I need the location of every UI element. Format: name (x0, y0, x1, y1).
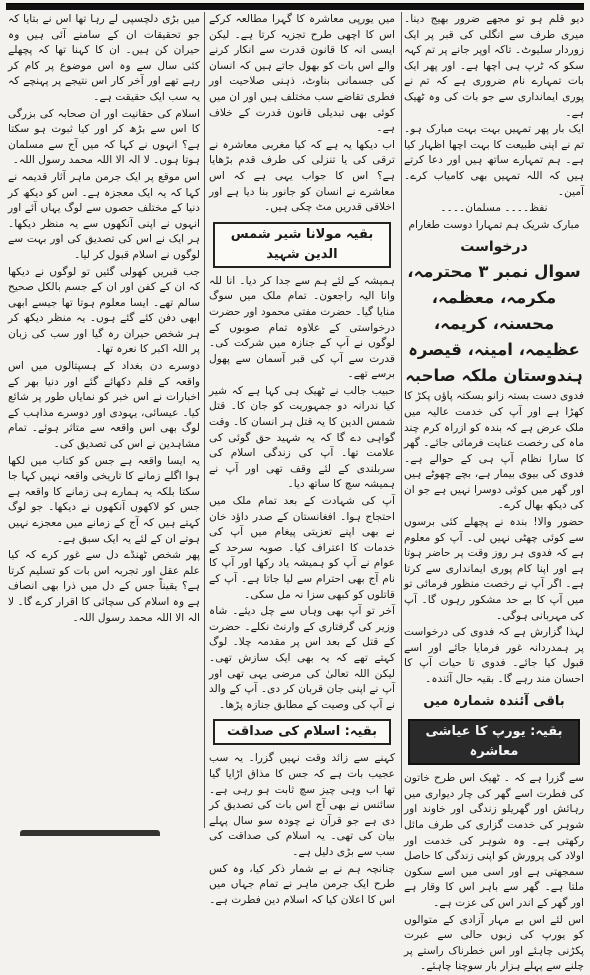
section-box-heading: بقیہ مولانا شیر شمس الدین شہید (213, 222, 391, 268)
request-subject: سوال نمبر ۳ محترمہ، مکرمہ، معظمہ، محسنہ، کریمہ، عظیمہ، امینہ، قیصرہ ہندوستان ملکہ صاحبہ (405, 262, 583, 386)
paragraph: اس لئے اس بے مہار آزادی کے متوالوں کو یورپ کی زبوں حالی سے عبرت پکڑنی چاہئے اور اس خطرناک راستے پر چلنے سے پہلے ہزار بار سوچنا چاہئے۔ (404, 913, 584, 973)
paragraph: لہذا گزارش ہے کہ فدوی کی درخواست پر ہمدردانہ غور فرمایا جائے اور اسے قبول کیا جائے۔ فدوی تا حیات آپ کا احسان مند رہے گا۔ بقیہ حال آئندہ۔ (404, 626, 584, 685)
byline: مبارک شریک ہم تمہارا دوست طغارام (408, 218, 580, 231)
paragraph: میں یورپی معاشرہ کا گہرا مطالعہ کرکے اس کا اچھی طرح تجزیہ کرتا ہے۔ لیکن ایسی انہ کا قانون قدرت سے انکار کرنے والے اس بات کو بھول جاتے ہیں کہ انسان کی جسمانی بناوٹ، ذہنی صلاحیت اور فطری تقاضے سب مختلف ہیں اور ان میں کوئی بھی تبدیلی قانون قدرت کے خلاف ہے۔ (209, 13, 395, 135)
paragraph: یہ ایسا واقعہ ہے جس کو کتاب میں لکھا ہوا اگلے زمانے کا تاریخی واقعہ نہیں کہا جا سکتا بلکہ یہ ہمارے ہی زمانے کا واقعہ ہے جس کو لاکھوں آنکھوں نے دیکھا۔ جو لوگ کہتے ہیں کہ آج کے زمانے میں معجزے نہیں ہوتے ان کے لئے یہ ایک سبق ہے۔ (8, 454, 200, 545)
right-column (404, 12, 584, 973)
request-heading: درخواست (460, 239, 528, 256)
paragraph: ایک بار پھر تمہیں بہت بہت مبارک ہو۔ تم نے اپنی طبیعت کا بہت اچھا اظہار کیا ہے۔ ہم تمہارے ساتھ ہیں اور دعا کرتے ہیں کہ اللہ تمہیں بھی کامیاب کرے۔ آمین۔ (404, 123, 584, 198)
paragraph: حبیب جالب نے ٹھیک ہی کہا ہے کہ شیر کیا ندرانہ دو جمہوریت کو جان کا۔ قتل شمس الدین کا یہ قتل ہر انسان کا۔ وقت گواہی دے گا کہ یہ شہید حق گوئی کی علامت تھا۔ آپ کی زندگی اسلام کی سربلندی کے لئے وقف تھی اور آپ نے ہمیشہ سچ کا ساتھ دیا۔ (209, 384, 395, 491)
bottom-rule (20, 830, 160, 836)
continued-note: باقی آئندہ شمارہ میں (423, 693, 565, 709)
paragraph: میں بڑی دلچسپی لے رہا تھا اس نے بتایا کہ جو تحقیقات ان کے سامنے آئی ہیں وہ حیران کن ہیں۔ ان کا کہنا تھا کہ پچھلے کئی سال سے وہ اس موضوع پر کام کر رہے تھے اور آخر کار اس نتیجے پر پہنچے کہ یہ سب ایک حقیقت ہے۔ (8, 13, 200, 103)
paragraph: اب دیکھا یہ ہے کہ کیا مغربی معاشرہ نے ترقی کی یا تنزلی کی طرف قدم بڑھایا ہے؟ اس کا جواب یہی ہے کہ اس معاشرے نے انسان کو جانور بنا دیا ہے اور اخلاقی قدریں مٹ چکی ہیں۔ (209, 138, 395, 214)
column-divider (401, 12, 402, 828)
top-rule (6, 3, 584, 10)
section-box-heading: بقیہ: یورپ کا عیاشی معاشرہ (408, 719, 580, 765)
paragraph: اسلام کی حقانیت اور ان صحابہ کی بزرگی کا اس سے بڑھ کر اور کیا ثبوت ہو سکتا ہے؟ انہوں نے کہا کہ میں آج سے مسلمان ہوتا ہوں۔ لا الہ الا اللہ محمد رسول اللہ۔ (8, 107, 200, 167)
paragraph: سے گزرا ہے کہ ۔ ٹھیک اس طرح خاتون کی فطرت اسے گھر کی چار دیواری میں رہائش اور گھریلو زندگی اور خاوند اور شوہر کی خدمت گزاری کی طرف مائل رکھتی ہے۔ وہ شوہر کی خدمت اور اولاد کی پرورش کو اپنی زندگی کا حاصل سمجھتی ہے اور اسی میں اسے سکون ملتا ہے۔ گھر سے باہر اس کا وقار ہے اور گھر کے اندر اس کی عزت ہے۔ (404, 772, 584, 909)
paragraph: کہنے سے زائد وقت نہیں گزرا۔ یہ سب عجیب بات ہے کہ جس کا مذاق اڑایا گیا تھا اب وہی چیز سچ ثابت ہو رہی ہے۔ سائنس نے بھی آج اس بات کی تصدیق کر دی ہے جو قرآن نے چودہ سو سال پہلے بیان کی تھی۔ یہ اسلام کی صداقت کی سب سے بڑی دلیل ہے۔ (209, 752, 395, 858)
section-box-heading: بقیہ: اسلام کی صداقت (213, 719, 391, 745)
paragraph: ہمیشہ کے لئے ہم سے جدا کر دیا۔ انا للہ وانا الیہ راجعون۔ تمام ملک میں سوگ منایا گیا۔ حضرت مفتی محمود اور حضرت درخواستی کے علاوہ تمام صوبوں کے لوگوں نے آپ کے جنازہ میں شرکت کی۔ قدرت سے آپ کی قبر آسمان سے پھول برسے تھے۔ (209, 274, 395, 381)
paragraph: آپ کی شہادت کے بعد تمام ملک میں احتجاج ہوا۔ افغانستان کے صدر داؤد خان نے بھی اپنے تعزیتی پیغام میں آپ کی خدمات کا اعتراف کیا۔ صوبہ سرحد کے عوام نے آپ کو ہمیشہ یاد رکھا اور آپ کا نام آج بھی احترام سے لیا جاتا ہے۔ آپ کے قاتلوں کو کبھی سزا نہ مل سکی۔ (209, 495, 395, 601)
paragraph: چنانچہ ہم نے بے شمار ذکر کیا، وہ کس طرح ایک جرمن ماہر نے تمام جہاں میں اس کا اعلان کیا کہ اسلام دین فطرت ہے۔ (209, 862, 395, 906)
paragraph: جب قبریں کھولی گئیں تو لوگوں نے دیکھا کہ ان کے کفن اور ان کے جسم بالکل صحیح سالم تھے۔ ایسا معلوم ہوتا تھا جیسے ابھی ابھی دفن کئے گئے ہوں۔ یہ منظر دیکھ کر ہر شخص حیران رہ گیا اور سب کی زبان پر اللہ اکبر کا نعرہ تھا۔ (8, 265, 200, 356)
paragraph: آخر تو آپ بھی وہاں سے چل دیئے۔ شاہ وزیر کی گرفتاری کے وارنٹ نکلے۔ حضرت کے قتل کے بعد اس پر مقدمہ چلا۔ لوگ کہتے تھے کہ یہ بھی ایک سازش تھی۔ لیکن اللہ تعالیٰ کی مرضی یہی تھی اور آپ نے اپنی جان قربان کر دی۔ آپ کے والد نے آپ کی وصیت کے مطابق جنازہ پڑھا۔ (209, 605, 395, 711)
paragraph: دوسرے دن بغداد کے ہسپتالوں میں اس واقعہ کے فلم دکھائے گئے اور دنیا بھر کے اخبارات نے اس خبر کو نمایاں طور پر شائع کیا۔ عیسائی، یہودی اور دوسرے مذاہب کے لوگ بھی اس واقعہ سے متاثر ہوئے۔ تمام مشاہدین نے اس کی تصدیق کی۔ (8, 360, 200, 451)
left-column (8, 12, 200, 828)
paragraph: حضور والا! بندہ نے پچھلے کئی برسوں سے کوئی چھٹی نہیں لی۔ آپ کو معلوم ہے کہ فدوی ہر روز وقت پر حاضر ہوتا ہے اور اپنا کام پوری ایمانداری سے کرتا ہے۔ اگر آپ نے رخصت منظور فرمائی تو میں آپ کا بے حد مشکور رہوں گا۔ آپ کی مہربانی ہوگی۔ (404, 516, 584, 622)
paragraph: فدوی دست بستہ زانو بسکتہ پاؤں پکڑ کا کھڑا ہے اور آپ کی خدمت عالیہ میں ملک عرض ہے کہ بندہ کو ازراہ کرم چند ماہ کی رخصت عنایت فرمائی جائے۔ گھر کا سارا نظام آپ ہی کے حوالے ہے۔ فدوی کی بیوی بیمار ہے، بچے چھوٹے ہیں اور گھر میں کوئی دوسرا نہیں ہے جو ان کی دیکھ بھال کرے۔ (404, 390, 584, 512)
column-divider (204, 12, 205, 828)
paragraph: پھر شخص ٹھنڈے دل سے غور کرے کہ کیا علم عقل اور تجربہ اس بات کو تسلیم کرتا ہے؟ یقیناً جس کے دل میں ذرا بھی انصاف ہے وہ اسلام کی سچائی کا اقرار کرے گا۔ لا الہ الا اللہ محمد رسول اللہ۔ (8, 549, 200, 624)
middle-column (209, 12, 395, 906)
paragraph: دیو قلم ہو تو مجھے ضرور بھیج دینا۔ میری طرف سے انگلی کی قبر پر ایک زوردار سلیوٹ۔ تاکہ اوپر جانے پر تم کہہ سکو کہ ٹرپ ہی اچھا ہے۔ اور پھر ایک بات تمہارے نام ضروری ہے کہ تم نے پوری ایمانداری سے جو بات کی وہ ٹھیک ہے۔ (404, 13, 584, 119)
signature: نفظ۔۔۔۔ مسلمان۔۔۔۔ (440, 202, 548, 215)
paragraph: اس موقع پر ایک جرمن ماہر آثار قدیمہ نے کہا کہ یہ ایک معجزہ ہے۔ اس کو دیکھ کر دنیا کے مختلف حصوں سے لوگ یہاں آئے اور انہوں نے اپنی آنکھوں سے یہ منظر دیکھا۔ ہر ایک نے اس کی تصدیق کی اور بہت سے لوگوں نے اسلام قبول کر لیا۔ (8, 170, 200, 261)
